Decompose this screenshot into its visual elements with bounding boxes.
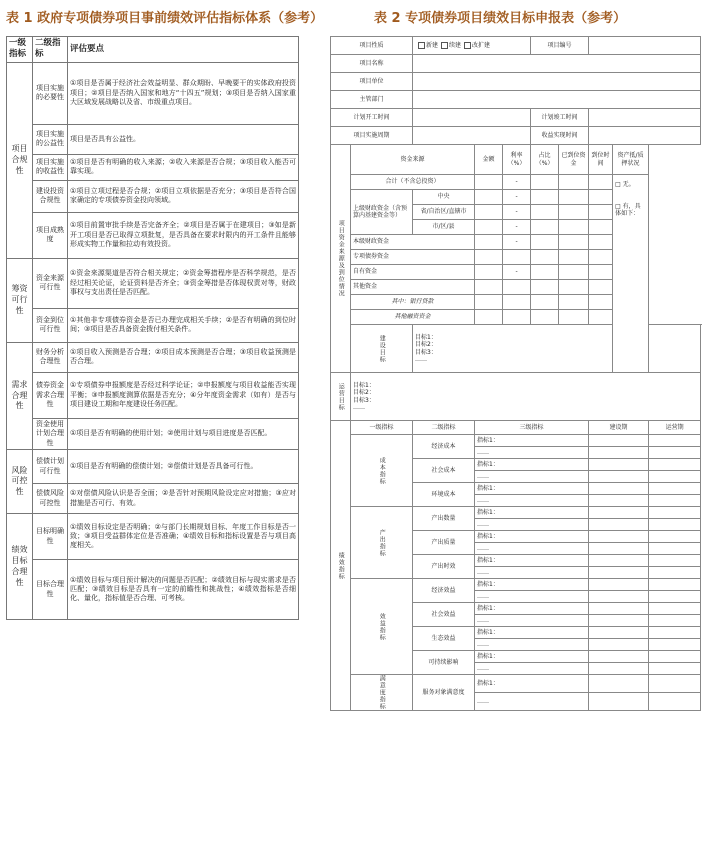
funding-value: -	[503, 265, 531, 280]
funding-value	[503, 310, 531, 325]
perf-build-value	[589, 627, 649, 639]
perf-build-value	[589, 663, 649, 675]
perf-secondary: 服务对象满意度	[413, 675, 475, 711]
funding-value	[589, 190, 613, 205]
perf-operate-value	[649, 555, 701, 567]
info-value	[413, 55, 701, 73]
funding-value	[475, 235, 503, 250]
operation-goal-label	[331, 373, 351, 421]
checkbox[interactable]	[418, 42, 425, 49]
perf-build-value	[589, 639, 649, 651]
perf-build-value	[589, 471, 649, 483]
evaluation-point: 项目是否具有公益性。	[68, 124, 299, 154]
start-label: 计划开工时间	[331, 109, 413, 127]
project-info-row	[331, 73, 701, 91]
secondary-indicator: 目标合理性	[33, 560, 68, 620]
perf-operate-value	[649, 435, 701, 447]
info-label: 项目单位	[331, 73, 413, 91]
project-info-row	[331, 55, 701, 73]
performance-row	[331, 675, 701, 693]
perf-operate-value	[649, 675, 701, 693]
finish-label: 计划竣工时间	[531, 109, 589, 127]
funding-value	[589, 265, 613, 280]
funding-value	[559, 250, 589, 265]
funding-value	[559, 280, 589, 295]
nature-option-label: 新建	[426, 41, 439, 49]
code-value	[589, 37, 701, 55]
funding-value	[475, 250, 503, 265]
evaluation-point: ①项目是否有明确的偿债计划；②偿债计划是否具备可行性。	[68, 450, 299, 484]
operation-goal-row	[331, 373, 701, 421]
perf-build-value	[589, 591, 649, 603]
perf-primary	[351, 435, 413, 507]
funding-value	[475, 265, 503, 280]
perf-build-value	[589, 675, 649, 693]
project-nature-row	[331, 37, 701, 55]
primary-indicator: 需求合理性	[7, 342, 33, 449]
schedule-row	[331, 109, 701, 127]
prior-performance-evaluation-table	[6, 36, 299, 620]
primary-indicator: 筹资可行性	[7, 258, 33, 342]
perf-indicator: ……	[475, 615, 589, 627]
funding-value	[531, 235, 559, 250]
info-value	[413, 73, 701, 91]
funding-value: -	[503, 190, 531, 205]
perf-operate-value	[649, 471, 701, 483]
funding-value	[559, 205, 589, 220]
funding-value	[589, 220, 613, 235]
funding-header: 资产抵/质押状况	[613, 145, 649, 175]
perf-build-value	[589, 483, 649, 495]
perf-indicator: 指标1：	[475, 555, 589, 567]
perf-header: 一级指标	[351, 421, 413, 435]
table1-header-row	[7, 37, 299, 63]
funding-value	[589, 250, 613, 265]
performance-label-text: 绩效指标	[337, 551, 345, 580]
perf-indicator: 指标1：	[475, 507, 589, 519]
table1-header-cell: 评估要点	[68, 37, 299, 63]
table1-header-cell: 一级指标	[7, 37, 33, 63]
primary-indicator: 项目合规性	[7, 62, 33, 258]
table1-row	[7, 342, 299, 372]
funding-header: 金额	[475, 145, 503, 175]
funding-value	[475, 190, 503, 205]
funding-value	[475, 205, 503, 220]
secondary-indicator: 项目实施的收益性	[33, 154, 68, 180]
operation-goal-item: 目标3：	[353, 396, 375, 404]
code-label: 项目编号	[531, 37, 589, 55]
secondary-indicator: 资金使用计划合理性	[33, 418, 68, 449]
secondary-indicator: 偿债风险可控性	[33, 484, 68, 514]
upper-funding-label: 上级财政资金（含预算内基建资金等）	[351, 190, 413, 235]
perf-build-value	[589, 579, 649, 591]
funding-value	[559, 235, 589, 250]
funding-value	[589, 295, 613, 310]
perf-build-value	[589, 519, 649, 531]
checkbox[interactable]	[464, 42, 471, 49]
period-row	[331, 127, 701, 145]
secondary-indicator: 偿债计划可行性	[33, 450, 68, 484]
return-value	[589, 127, 701, 145]
performance-goal-declaration-table	[330, 36, 701, 711]
perf-header: 运营期	[649, 421, 701, 435]
funding-value	[531, 250, 559, 265]
perf-operate-value	[649, 591, 701, 603]
construction-goal-label-text: 建设目标	[378, 334, 386, 363]
perf-operate-value	[649, 543, 701, 555]
perf-build-value	[589, 543, 649, 555]
perf-build-value	[589, 435, 649, 447]
funding-source: 本级财政资金	[351, 235, 475, 250]
funding-value	[503, 280, 531, 295]
perf-indicator: ……	[475, 447, 589, 459]
perf-indicator: ……	[475, 591, 589, 603]
mortgage-none: □ 无。	[615, 181, 635, 188]
perf-indicator: ……	[475, 495, 589, 507]
operation-goal-items	[351, 373, 701, 421]
perf-indicator: 指标1：	[475, 459, 589, 471]
operation-goal-item: 目标1：	[353, 381, 375, 389]
evaluation-point: ①项目是否有明确的收入来源；②收入来源是否合规；③项目收入能否可靠实现。	[68, 154, 299, 180]
evaluation-point: ①项目是否属于经济社会效益明显、群众期盼、早晚要干的实体政府投资项目；②项目是否纳入国家和地方“十四五”规划；③项目是否纳入国家重大区域发展战略以及省、市级重点项目。	[68, 62, 299, 124]
evaluation-point: ①项目前置审批手续是否完备齐全；②项目是否属于在建项目；③如是新开工项目是否已取得立项批复，是否具备在要求时限内的开工条件且能够形成实物工作量和拉动有效投资。	[68, 212, 299, 258]
perf-build-value	[589, 459, 649, 471]
table1-row	[7, 484, 299, 514]
perf-build-value	[589, 567, 649, 579]
perf-build-value	[589, 603, 649, 615]
table1-header-cell: 二级指标	[33, 37, 68, 63]
funding-row	[331, 175, 701, 190]
construction-goal-item: 目标1：	[415, 333, 437, 341]
upper-funding-sub: 市/区/县	[413, 220, 475, 235]
perf-primary	[351, 579, 413, 675]
table1-row	[7, 180, 299, 212]
funding-value	[531, 175, 559, 190]
perf-indicator: 指标1：	[475, 675, 589, 693]
perf-operate-value	[649, 507, 701, 519]
finish-value	[589, 109, 701, 127]
funding-source: 自有资金	[351, 265, 475, 280]
table1-row	[7, 514, 299, 560]
performance-label	[331, 421, 351, 711]
perf-secondary: 社会成本	[413, 459, 475, 483]
perf-build-value	[589, 555, 649, 567]
perf-secondary: 社会效益	[413, 603, 475, 627]
table1-row	[7, 154, 299, 180]
funding-value: -	[503, 175, 531, 190]
table1-row	[7, 418, 299, 449]
table1-row	[7, 212, 299, 258]
table2-title: 表 2 专项债券项目绩效目标申报表（参考）	[374, 11, 627, 26]
evaluation-point: ①绩效目标设定是否明确；②与部门长期规划目标、年度工作目标是否一致；③项目受益群体定位是否准确；④绩效目标和指标设置是否与项目高度相关。	[68, 514, 299, 560]
perf-operate-value	[649, 639, 701, 651]
perf-indicator: 指标1：	[475, 651, 589, 663]
funding-value: -	[503, 235, 531, 250]
funding-value	[475, 280, 503, 295]
funding-side-text: 项目资金来源及到位情况	[337, 220, 345, 297]
perf-indicator: 指标1：	[475, 627, 589, 639]
table1-row	[7, 258, 299, 308]
perf-secondary: 环境成本	[413, 483, 475, 507]
performance-row	[331, 507, 701, 519]
funding-value	[559, 265, 589, 280]
perf-secondary: 产出数量	[413, 507, 475, 531]
perf-secondary: 经济成本	[413, 435, 475, 459]
operation-goal-label-text: 运营目标	[337, 382, 345, 411]
evaluation-point: ①项目收入预测是否合理；②项目成本预测是否合理；③项目收益预测是否合理。	[68, 342, 299, 372]
funding-header: 已到位资金	[559, 145, 589, 175]
perf-primary-text: 产出指标	[378, 528, 386, 557]
funding-source: 其他资金	[351, 280, 475, 295]
evaluation-point: ①对偿债风险认识是否全面；②是否针对预期风险设定应对措施；③应对措施是否可行、有效。	[68, 484, 299, 514]
funding-value	[475, 295, 503, 310]
funding-value	[531, 295, 559, 310]
perf-primary-text: 成本指标	[378, 456, 386, 485]
nature-option-label: 改扩建	[472, 41, 491, 49]
perf-operate-value	[649, 603, 701, 615]
perf-secondary: 生态效益	[413, 627, 475, 651]
secondary-indicator: 项目实施的必要性	[33, 62, 68, 124]
perf-build-value	[589, 531, 649, 543]
perf-operate-value	[649, 519, 701, 531]
evaluation-point: ①专项债券申报额度是否经过科学论证；②申报额度与项目收益能否实现平衡；③申报额度测算依据是否充分；④分年度资金需求（如有）是否与项目建设工期和年度建设任务匹配。	[68, 372, 299, 418]
perf-indicator: 指标1：	[475, 579, 589, 591]
perf-secondary: 产出时效	[413, 555, 475, 579]
construction-goal-row	[331, 325, 701, 373]
funding-value	[589, 280, 613, 295]
perf-operate-value	[649, 693, 701, 711]
project-info-row	[331, 91, 701, 109]
table1-row	[7, 450, 299, 484]
perf-indicator: ……	[475, 639, 589, 651]
secondary-indicator: 债券资金需求合理性	[33, 372, 68, 418]
funding-header: 利率（%）	[503, 145, 531, 175]
primary-indicator: 绩效目标合理性	[7, 514, 33, 620]
perf-operate-value	[649, 495, 701, 507]
perf-build-value	[589, 447, 649, 459]
info-label: 项目名称	[331, 55, 413, 73]
table1-row	[7, 62, 299, 124]
perf-operate-value	[649, 567, 701, 579]
funding-header: 占比（%）	[531, 145, 559, 175]
funding-value	[589, 235, 613, 250]
funding-value	[589, 205, 613, 220]
funding-value	[559, 190, 589, 205]
primary-indicator: 风险可控性	[7, 450, 33, 514]
return-label: 收益实现时间	[531, 127, 589, 145]
perf-operate-value	[649, 615, 701, 627]
perf-indicator: ……	[475, 693, 589, 711]
start-value	[413, 109, 531, 127]
evaluation-point: ①绩效目标与项目预计解决的问题是否匹配；②绩效目标与现实需求是否匹配；③绩效目标是否具有一定的前瞻性和挑战性；④绩效指标是否细化、量化，指标值是否合理、可考核。	[68, 560, 299, 620]
secondary-indicator: 建设投资合规性	[33, 180, 68, 212]
perf-indicator: ……	[475, 519, 589, 531]
evaluation-point: ①资金来源渠道是否符合相关规定；②资金筹措程序是否科学规范，是否经过相关论证，论证资料是否齐全；③资金筹措是否体现权责对等，财政事权与支出责任是否匹配。	[68, 258, 299, 308]
perf-operate-value	[649, 663, 701, 675]
perf-build-value	[589, 651, 649, 663]
upper-funding-sub: 中央	[413, 190, 475, 205]
funding-value	[589, 175, 613, 190]
funding-side-label	[331, 145, 351, 373]
funding-value	[531, 265, 559, 280]
table1-title: 表 1 政府专项债券项目事前绩效评估指标体系（参考）	[6, 11, 324, 26]
perf-primary	[351, 675, 413, 711]
perf-indicator: 指标1：	[475, 483, 589, 495]
perf-header: 建设期	[589, 421, 649, 435]
funding-source: 专项债券资金	[351, 250, 475, 265]
funding-value	[475, 310, 503, 325]
funding-value	[559, 175, 589, 190]
funding-value	[589, 310, 613, 325]
perf-indicator: ……	[475, 543, 589, 555]
perf-secondary: 可持续影响	[413, 651, 475, 675]
perf-build-value	[589, 615, 649, 627]
funding-header: 资金来源	[351, 145, 475, 175]
perf-indicator: 指标1：	[475, 603, 589, 615]
funding-value	[559, 295, 589, 310]
table1-row	[7, 124, 299, 154]
funding-value	[531, 220, 559, 235]
construction-goal-label	[351, 325, 413, 373]
operation-goal-item: ……	[353, 404, 365, 411]
nature-option-label: 续建	[449, 41, 462, 49]
performance-header-row	[331, 421, 701, 435]
performance-row	[331, 579, 701, 591]
perf-indicator: 指标1：	[475, 435, 589, 447]
evaluation-point: ①项目是否有明确的使用计划；②使用计划与项目进度是否匹配。	[68, 418, 299, 449]
mortgage-yes: □ 有，具体如下：	[615, 202, 641, 217]
upper-funding-sub: 省/自治区/直辖市	[413, 205, 475, 220]
construction-goal-items	[413, 325, 701, 373]
perf-secondary: 经济效益	[413, 579, 475, 603]
funding-source: 其中：银行贷款	[351, 295, 475, 310]
perf-operate-value	[649, 579, 701, 591]
perf-operate-value	[649, 447, 701, 459]
perf-primary-text: 满意度指标	[378, 675, 386, 710]
nature-label: 项目性质	[331, 37, 413, 55]
secondary-indicator: 项目成熟度	[33, 212, 68, 258]
perf-secondary: 产出质量	[413, 531, 475, 555]
funding-value	[475, 175, 503, 190]
perf-header: 三级指标	[475, 421, 589, 435]
funding-source: 合计（不含总投资）	[351, 175, 475, 190]
perf-primary-text: 效益指标	[378, 612, 386, 641]
perf-header: 二级指标	[413, 421, 475, 435]
period-value	[413, 127, 531, 145]
funding-header-row	[331, 145, 701, 175]
info-value	[413, 91, 701, 109]
perf-build-value	[589, 693, 649, 711]
construction-goal-item: 目标2：	[415, 341, 437, 348]
table1-row	[7, 372, 299, 418]
table1-row	[7, 308, 299, 342]
perf-operate-value	[649, 531, 701, 543]
funding-value	[475, 220, 503, 235]
secondary-indicator: 目标明确性	[33, 514, 68, 560]
funding-value	[531, 310, 559, 325]
funding-value	[531, 190, 559, 205]
period-label: 项目实施周期	[331, 127, 413, 145]
perf-indicator: ……	[475, 567, 589, 579]
info-label: 主管部门	[331, 91, 413, 109]
table1-row	[7, 560, 299, 620]
funding-value	[503, 250, 531, 265]
perf-build-value	[589, 507, 649, 519]
perf-operate-value	[649, 651, 701, 663]
checkbox[interactable]	[441, 42, 448, 49]
secondary-indicator: 资金来源可行性	[33, 258, 68, 308]
perf-indicator: 指标1：	[475, 531, 589, 543]
perf-operate-value	[649, 459, 701, 471]
operation-goal-item: 目标2：	[353, 389, 375, 396]
funding-source: 其他融资资金	[351, 310, 475, 325]
evaluation-point: ①项目立项过程是否合规；②项目立项依据是否充分；③项目是否符合国家确定的专项债券资金投向领域。	[68, 180, 299, 212]
funding-value	[531, 205, 559, 220]
perf-operate-value	[649, 627, 701, 639]
performance-row	[331, 435, 701, 447]
perf-indicator: ……	[475, 471, 589, 483]
funding-value	[559, 310, 589, 325]
secondary-indicator: 项目实施的公益性	[33, 124, 68, 154]
funding-value: -	[503, 220, 531, 235]
funding-value: -	[503, 205, 531, 220]
perf-build-value	[589, 495, 649, 507]
funding-value	[559, 220, 589, 235]
construction-goal-item: ……	[415, 356, 428, 363]
evaluation-point: ①其他非专项债券资金是否已办理完成相关手续；②是否有明确的到位时间；③项目是否具备资金拨付相关条件。	[68, 308, 299, 342]
secondary-indicator: 资金到位可行性	[33, 308, 68, 342]
funding-value	[531, 280, 559, 295]
construction-goal-item: 目标3：	[415, 348, 437, 356]
nature-options	[413, 37, 531, 55]
funding-header: 到位时间	[589, 145, 613, 175]
secondary-indicator: 财务分析合理性	[33, 342, 68, 372]
perf-operate-value	[649, 483, 701, 495]
perf-indicator: ……	[475, 663, 589, 675]
perf-primary	[351, 507, 413, 579]
funding-value	[503, 295, 531, 310]
